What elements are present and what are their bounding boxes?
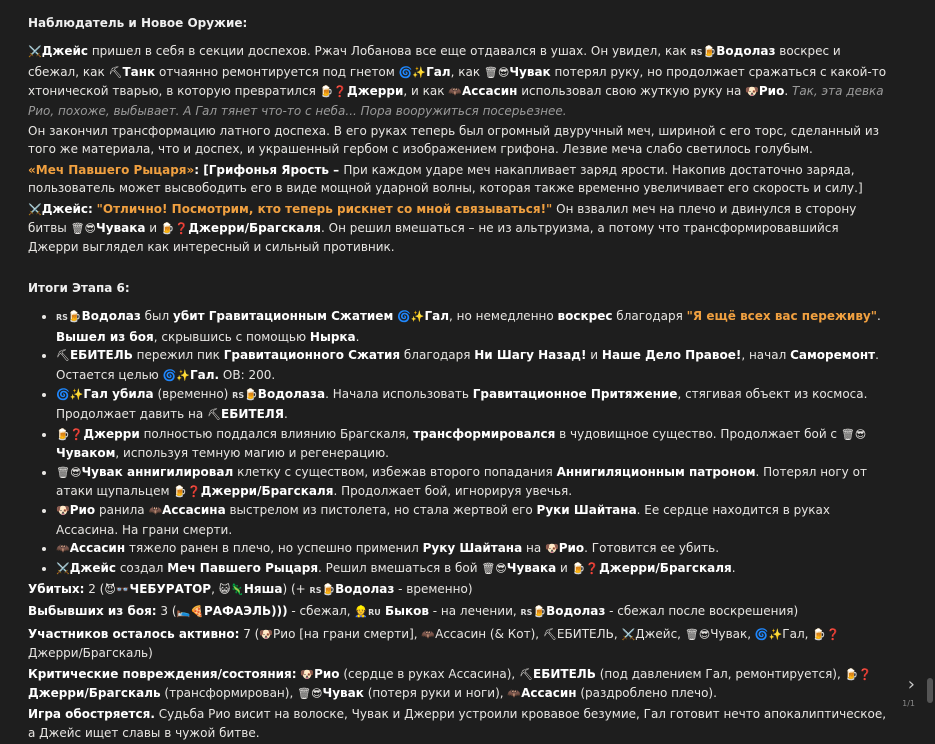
emoji-icon: 🦇	[421, 627, 436, 641]
text-span: .	[284, 407, 288, 422]
text-span: . Продолжает бой, игнорируя увечья.	[333, 483, 573, 498]
flag-icon: RS	[520, 608, 533, 618]
text-span: был	[140, 309, 173, 324]
section-title-observer: Наблюдатель и Новое Оружие:	[28, 16, 248, 30]
text-span: , как	[450, 64, 484, 79]
flag-icon: RU	[368, 608, 381, 618]
page-count: 1/1	[902, 699, 915, 708]
bold-text: РАФАЭЛЬ)))	[203, 604, 288, 619]
bold-text: Участников осталось активно:	[28, 626, 240, 641]
bold-text: Наше Дело Правое!	[601, 348, 742, 363]
results-list-item	[56, 539, 890, 558]
bold-text: Гал убила	[83, 386, 154, 401]
results-list-item	[56, 559, 890, 578]
summary-line	[28, 665, 890, 704]
text-span: отчаянно ремонтируется под гнетом	[155, 64, 399, 79]
text-span: , скрывшись с помощью	[153, 329, 310, 344]
bold-text: Водолаз	[335, 581, 395, 596]
text-span: Он взвалил меч на плечо и двинулся в сторону битвы	[28, 201, 857, 236]
text-span: - сбежал после воскрешения)	[605, 604, 799, 619]
text-span: Он закончил трансформацию латного доспеха. В его руках теперь был огромный двуручный меч, шириной с его торс, сделанный из того же материала, что и доспех, и украшенный гербом с изображением грифона. Лезвие меча слабо светилось голубым.	[28, 124, 880, 157]
bold-text: Критические повреждения/состояния:	[28, 666, 297, 681]
text-span: 3 (	[156, 604, 177, 619]
bold-text: ЕБИТЕЛЬ	[533, 666, 596, 681]
text-span: .	[784, 84, 792, 99]
text-span: (потеря руки и ноги),	[363, 686, 508, 700]
text-span: полностью поддался влиянию Брагскаля,	[139, 426, 414, 441]
results-list-item	[56, 501, 890, 539]
emoji-icon: 🍺❓	[173, 484, 201, 498]
bold-text: Джерри/Брагскаль	[28, 686, 161, 700]
results-list-item	[56, 307, 890, 346]
text-span: - временно)	[394, 581, 473, 596]
text-span: Судьба Рио висит на волоске, Чувак и Джерри устроили кровавое безумие, Гал готовит нечто апокалиптическое, а Джейс ищет славы в чужой битве.	[28, 707, 887, 740]
text-span: пережил пик	[132, 348, 224, 363]
text-span: . Он решил вмешаться – не из альтруизма, а потому что трансформировавшийся Джерри выглядел как интересный и сильный противник.	[28, 221, 839, 255]
text-span: использовал свою жуткую руку на	[517, 84, 746, 99]
emoji-icon: 🗑😎	[684, 627, 711, 641]
bold-text: Чувака	[506, 560, 557, 575]
emoji-icon: 🦇	[56, 542, 70, 556]
emoji-icon: ⛏	[519, 667, 534, 681]
emoji-icon: 🦇	[507, 687, 522, 700]
bold-text: Чувака	[96, 221, 146, 236]
text-span: , используя темную магию и регенерацию.	[115, 446, 389, 461]
bold-text: убит Гравитационным Сжатием	[173, 309, 394, 324]
emoji-icon: 😈👓	[104, 582, 130, 596]
emoji-icon: 🐶	[545, 542, 559, 556]
next-page-icon[interactable]: ›	[907, 674, 915, 695]
emoji-icon: 🍺	[67, 310, 82, 324]
emoji-icon: 🐶	[259, 627, 274, 641]
text-span: Джерри/Брагскаль)	[28, 646, 153, 661]
emoji-icon: 🌀✨	[162, 368, 191, 382]
bold-text: Водолаз	[546, 604, 606, 619]
bold-text: Чуваком	[56, 446, 116, 461]
text-span: воскрес и сбежал, как	[28, 44, 841, 79]
emoji-icon: 👷	[354, 605, 369, 619]
emoji-icon: 🛌🍕	[176, 605, 204, 619]
emoji-icon: ⚔️	[56, 561, 70, 575]
emoji-icon: 🍺❓	[160, 222, 189, 236]
emoji-icon: 🌀✨	[56, 387, 84, 401]
bold-text: Игра обостряется.	[28, 707, 155, 722]
text-span: благодаря	[612, 309, 687, 324]
bold-text: Рио	[69, 503, 96, 518]
flag-icon: RS	[690, 48, 703, 58]
emoji-icon: 🐶	[56, 504, 70, 518]
emoji-icon: ⚔️	[28, 45, 42, 59]
emoji-icon: 🍺❓	[844, 667, 873, 681]
emoji-icon: 🗑😎	[70, 222, 96, 236]
message-content	[28, 0, 890, 744]
text-span: . Остается целью	[56, 348, 879, 382]
bold-text: Руку Шайтана	[422, 541, 523, 556]
emoji-icon: 🌀✨	[397, 310, 425, 324]
emoji-icon: 🍺	[244, 387, 258, 401]
bold-text: Убитых:	[28, 581, 85, 596]
bold-text: Гал	[424, 309, 450, 324]
text-span: (под давлением Гал, ремонтируется),	[595, 666, 845, 681]
bold-text: Ассасина	[162, 503, 226, 518]
paragraph-1	[28, 42, 890, 120]
bold-text: Выбывших из боя:	[28, 604, 157, 619]
emoji-icon: 🍺❓	[812, 627, 840, 641]
emoji-icon: 🗑😎	[483, 65, 510, 79]
bold-text: Руки Шайтана	[536, 503, 637, 518]
text-span: тяжело ранен в плечо, но успешно применил	[125, 541, 423, 556]
summary-line	[28, 625, 890, 663]
bold-text: Рио	[558, 541, 585, 556]
flag-icon: RS	[309, 585, 322, 595]
text-span: ОВ: 200.	[219, 367, 276, 382]
text-span: (сердце в руках Ассасина),	[339, 666, 520, 681]
text-span: .	[731, 560, 736, 575]
highlight-text: "Я ещё всех вас переживу"	[686, 309, 877, 324]
bold-text: воскрес	[557, 309, 613, 324]
summary-block	[28, 580, 890, 742]
text-span: ЕБИТЕЛЬ,	[556, 626, 622, 641]
text-span: - сбежал,	[287, 604, 355, 619]
emoji-icon: 🗑😎	[56, 465, 82, 479]
results-list-item	[56, 463, 890, 502]
emoji-icon: ⛏	[56, 349, 70, 363]
bold-text: Джейс:	[41, 201, 93, 216]
emoji-icon: 🍺	[532, 605, 547, 619]
bold-text: Джерри	[347, 84, 404, 99]
text-span: пришел в себя в секции доспехов. Ржач Лобанова все еще отдавался в ушах. Он увидел, как	[88, 44, 691, 59]
bold-text: Джейс	[69, 560, 116, 575]
bold-text: Вышел из боя	[56, 329, 154, 344]
text-span: ,	[211, 581, 219, 596]
results-list	[28, 307, 890, 578]
flag-icon: RS	[56, 313, 68, 323]
emoji-icon: ⛏	[542, 627, 557, 641]
text-span: Чувак,	[710, 626, 755, 641]
text-span: , начал	[741, 348, 791, 363]
bold-text: Танк	[122, 64, 156, 79]
text-span: - на лечении,	[428, 604, 521, 619]
bold-text: Чувак	[322, 686, 364, 700]
emoji-icon: 🍺❓	[56, 427, 84, 441]
text-span: Джейс,	[635, 626, 685, 641]
bold-text: Чувак	[509, 64, 551, 79]
section-title-results: Итоги Этапа 6:	[28, 280, 130, 295]
bold-text: ЕБИТЕЛЬ	[69, 348, 133, 363]
text-span: . Начала использовать	[325, 386, 473, 401]
bold-text: ЕБИТЕЛЯ	[221, 407, 285, 422]
paragraph-3	[28, 161, 890, 198]
emoji-icon: 🗑😎	[481, 561, 507, 575]
text-span: . Потерял ногу от атаки щупальцем	[56, 464, 867, 498]
emoji-icon: 🗑😎	[297, 687, 323, 700]
flag-icon: RS	[232, 390, 245, 400]
text-span: . Решил вмешаться в бой	[318, 560, 482, 575]
bold-text: ЧЕБУРАТОР	[129, 581, 212, 596]
emoji-icon: 🍺	[321, 582, 336, 596]
emoji-icon: 🦇	[448, 85, 462, 99]
text-span: .	[355, 329, 360, 344]
summary-line	[28, 580, 890, 600]
text-span: потерял руку, но продолжает сражаться с какой-то хтонической тварью, в которую превратился	[28, 64, 887, 99]
emoji-icon: 🦇	[148, 504, 163, 518]
scrollbar[interactable]	[927, 678, 933, 703]
text-span: При каждом ударе меч накапливает заряд ярости. Накопив достаточно заряда, пользователь может высвободить его в виде мощной ударной волны, которая также временно увеличивает его скорость и силу.]	[28, 162, 863, 196]
bold-text: Аннигиляционным патроном	[556, 464, 756, 479]
text-span: , но немедленно	[449, 309, 558, 324]
summary-line	[28, 602, 890, 622]
text-span: и	[586, 348, 602, 363]
text-span: благодаря	[400, 348, 475, 363]
text-span: (трансформирован),	[160, 686, 298, 700]
bold-text: Джерри	[83, 426, 140, 441]
text-span: . Ее сердце находится в руках Ассасина. На грани смерти.	[56, 503, 831, 537]
emoji-icon: 😺🦎	[218, 582, 244, 596]
emoji-icon: 🐶	[300, 667, 315, 681]
highlight-text: "Отлично! Посмотрим, кто теперь рискнет со мной связываться!"	[96, 201, 553, 216]
bold-text: Гравитационное Притяжение	[472, 386, 678, 401]
emoji-icon: ⚔️	[28, 202, 42, 216]
text-span: Рио [на грани смерти],	[273, 626, 422, 641]
text-span: 7 (	[239, 626, 260, 641]
emoji-icon: ⚔️	[621, 627, 636, 641]
bold-text: Нырка	[309, 329, 356, 344]
bold-text: Джейс	[41, 44, 88, 59]
text-span: Гал,	[782, 626, 813, 641]
bold-text: Меч Павшего Рыцаря	[167, 560, 319, 575]
results-list-item	[56, 385, 890, 425]
bold-text: Гал	[426, 64, 451, 79]
emoji-icon: 🌀✨	[398, 65, 427, 79]
text-span: на	[522, 541, 546, 556]
text-span: ) (+	[282, 581, 310, 596]
bold-text: Джерри/Брагскаля	[188, 221, 321, 236]
text-span: .	[876, 309, 881, 324]
emoji-icon: 🐶	[745, 85, 759, 99]
bold-text: : [Грифонья Ярость –	[194, 162, 344, 177]
text-span: . Готовится ее убить.	[584, 541, 720, 556]
emoji-icon: 🌀✨	[754, 627, 783, 641]
bold-text: Саморемонт	[790, 348, 876, 363]
bold-text: Джерри/Брагскаля	[200, 483, 334, 498]
emoji-icon: 🍺❓	[319, 85, 348, 99]
top-fade	[28, 0, 890, 8]
results-list-item	[56, 425, 890, 463]
text-span: (раздроблено плечо).	[576, 686, 717, 700]
emoji-icon: ⛏	[108, 65, 123, 79]
text-span: (временно)	[153, 386, 233, 401]
bold-text: Водолаза	[257, 386, 326, 401]
bold-text: трансформировался	[413, 426, 556, 441]
bold-text: Ни Шагу Назад!	[474, 348, 587, 363]
summary-line	[28, 705, 890, 742]
text-span: , и как	[403, 84, 449, 99]
emoji-icon: 🗑😎	[840, 427, 867, 441]
text-span: Ассасин (& Кот),	[435, 626, 543, 641]
bold-text: Ассасин	[521, 686, 577, 700]
bold-text: Рио	[758, 84, 785, 99]
paragraph-4	[28, 200, 890, 257]
text-span: выстрелом из пистолета, но стала жертвой его	[225, 503, 537, 518]
paragraph-2	[28, 122, 890, 159]
text-span: 2 (	[84, 581, 105, 596]
bold-text: Быков	[380, 604, 429, 619]
highlight-text: «Меч Павшего Рыцаря»	[28, 162, 195, 177]
text-span: создал	[116, 560, 168, 575]
bold-text: Ассасин	[69, 541, 126, 556]
bold-text: Няша	[243, 581, 283, 596]
bold-text: Чувак аннигилировал	[81, 464, 234, 479]
text-span: клетку с существом, избежав второго попадания	[233, 464, 557, 479]
bold-text: Гравитационного Сжатия	[223, 348, 401, 363]
text-span: ранила	[95, 503, 149, 518]
emoji-icon: 🍺	[702, 45, 717, 59]
emoji-icon: 🍺❓	[571, 561, 600, 575]
text-span: и	[556, 560, 572, 575]
bold-text: Водолаз	[81, 309, 141, 324]
bold-text: Джерри/Брагскаля	[599, 560, 732, 575]
text-span: и	[145, 221, 161, 236]
thought-text: Так, эта девка Рио, похоже, выбывает. А Гал тянет что-то с неба... Пора вооружиться посерьезнее.	[28, 84, 884, 118]
bold-text: Водолаз	[716, 44, 776, 59]
bold-text: Рио	[314, 666, 340, 681]
text-span: , стягивая объект из космоса. Продолжает давить на	[56, 386, 868, 422]
bold-text: Ассасин	[461, 84, 518, 99]
bold-text: Гал.	[190, 367, 220, 382]
text-span: в чудовищное существо. Продолжает бой с	[555, 426, 841, 441]
results-list-item	[56, 346, 890, 385]
spacer	[28, 259, 890, 273]
emoji-icon: ⛏	[207, 408, 222, 422]
